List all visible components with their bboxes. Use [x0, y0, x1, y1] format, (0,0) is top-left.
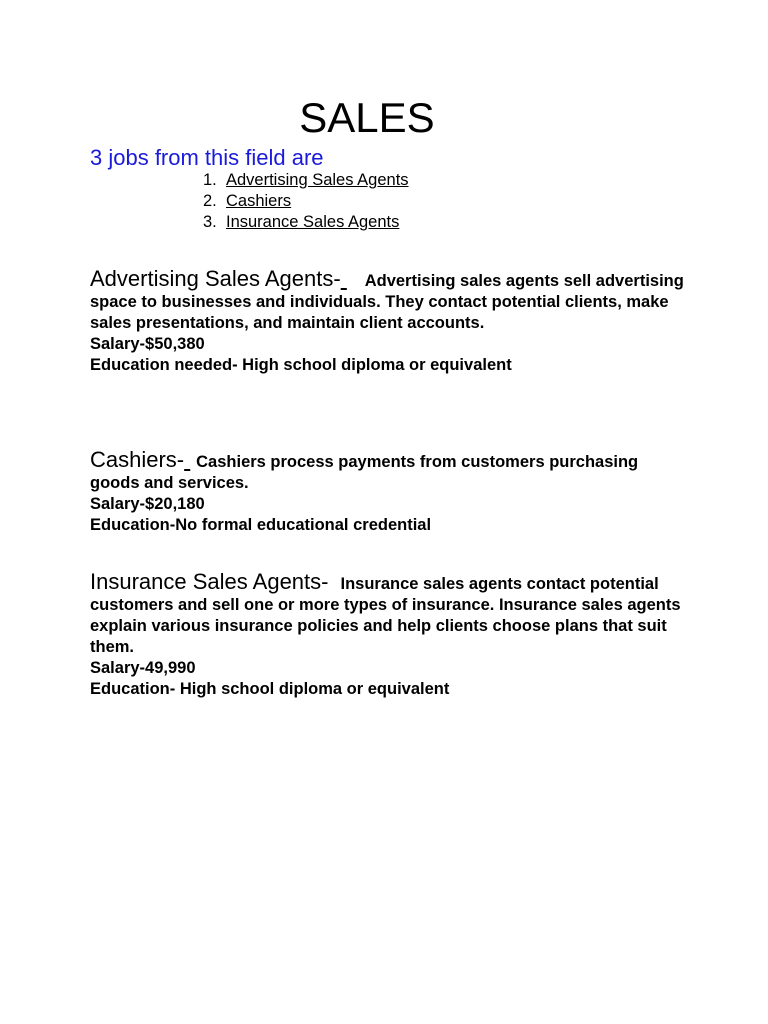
job-link-advertising[interactable]: Advertising Sales Agents [226, 171, 409, 189]
section-text [90, 449, 690, 494]
section-text [90, 268, 690, 334]
list-item [203, 170, 409, 191]
page-title: SALES [299, 94, 435, 141]
list-number: 3. [203, 213, 217, 231]
job-link-insurance[interactable]: Insurance Sales Agents [226, 213, 400, 231]
list-item [203, 191, 409, 212]
section-heading: Insurance Sales Agents- [90, 569, 329, 594]
list-item [203, 212, 409, 233]
section-description: Advertising sales agents sell advertising space to businesses and individuals. They contact potential clients, make sales presentations, and maintain client accounts. [90, 272, 684, 332]
job-list [203, 170, 409, 233]
section-heading: Cashiers- [90, 447, 185, 472]
education-text: Education-No formal educational credential [90, 516, 432, 534]
section-cashiers [90, 449, 690, 536]
list-number: 2. [203, 192, 217, 210]
list-number: 1. [203, 171, 217, 189]
section-text [90, 571, 690, 658]
education-text: Education- High school diploma or equivalent [90, 680, 450, 698]
section-description: Cashiers process payments from customers purchasing goods and services. [90, 453, 639, 492]
heading-underline [341, 268, 365, 289]
subtitle: 3 jobs from this field are [90, 145, 324, 170]
salary-text: Salary-$20,180 [90, 495, 205, 513]
heading-underline [184, 449, 196, 470]
section-heading: Advertising Sales Agents- [90, 266, 341, 291]
section-advertising [90, 268, 690, 376]
section-insurance [90, 571, 690, 700]
job-link-cashiers[interactable]: Cashiers [226, 192, 292, 210]
salary-text: Salary-$50,380 [90, 335, 205, 353]
section-description: Insurance sales agents contact potential customers and sell one or more types of insurance. Insurance sales agents explain various insurance policies and help clients choose plans that suit them. [90, 575, 681, 656]
education-text: Education needed- High school diploma or equivalent [90, 356, 512, 374]
salary-text: Salary-49,990 [90, 659, 196, 677]
